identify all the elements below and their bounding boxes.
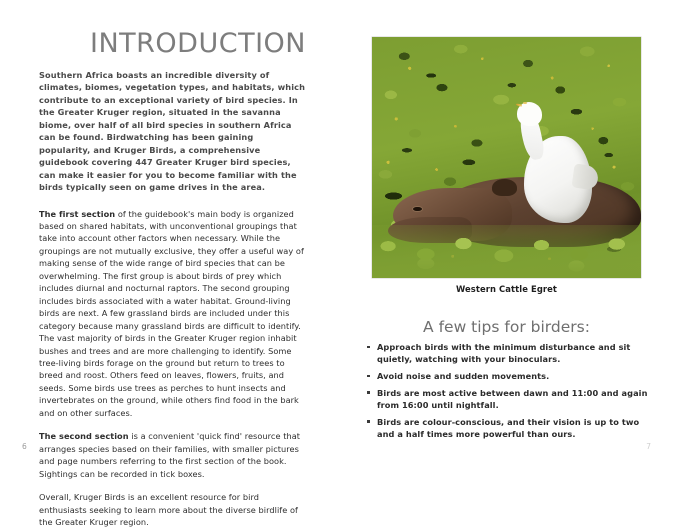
page-number-left: 6: [22, 442, 27, 451]
tip-text: Birds are most active between dawn and 11:00 and again from 16:00 until nightfall.: [377, 387, 648, 411]
list-item: [366, 416, 648, 441]
first-section-bold-lead: The first section: [39, 208, 116, 219]
second-section-body: is a convenient 'quick find' resource that arranges species based on their families, with smaller pictures and page numbers referring to the first section of the book. Sightings can be recorded in tick boxes.: [39, 431, 301, 479]
hippo-eye: [413, 207, 421, 211]
tip-text: Avoid noise and sudden movements.: [377, 371, 550, 382]
right-page: [338, 0, 675, 473]
list-item: [366, 387, 648, 412]
page-title: INTRODUCTION: [90, 28, 306, 59]
egret-head: [517, 102, 542, 126]
first-section-body: of the guidebook's main body is organized based on shared habitats, with unconventional groupings that take into account other factors when necessary. While the groupings are not mutually exclusive, they offer a useful way of making sense of the wide range of bird species that can be overwhelming. The first group is about birds of prey which includes diurnal and nocturnal raptors. The second grouping includes birds associated with a water habitat. Ground-living birds are next. A few grassland birds are included under this category because many grassland birds are difficult to identify. The vast majority of birds in the Greater Kruger region inhabit bushes and trees and are more challenging to identify. Some tree-living birds forage on the ground but return to trees to breed and roost. Others feed on leaves, flowers, fruits, and seeds. Some birds use trees as perches to hunt insects and invertebrates on the ground, while others find food in the bark and on other surfaces.: [39, 208, 304, 418]
photo-content: [372, 37, 641, 278]
first-section-paragraph: [39, 208, 307, 420]
second-section-bold-lead: The second section: [39, 431, 129, 442]
page-number-right: 7: [646, 442, 651, 451]
foreground-vegetation: [372, 225, 641, 278]
square-bullet-icon: [367, 420, 370, 423]
square-bullet-icon: [367, 346, 370, 349]
list-item: [366, 341, 648, 366]
egret-tail: [571, 163, 599, 190]
tip-text: Approach birds with the minimum disturbance and sit quietly, watching with your binoculars.: [377, 342, 631, 365]
list-item: [366, 370, 648, 382]
birder-tips-list: [366, 341, 648, 445]
egret-crown: [523, 102, 527, 104]
tips-heading: A few tips for birders:: [423, 318, 590, 336]
overall-paragraph: Overall, Kruger Birds is an excellent resource for bird enthusiasts seeking to learn more about the diverse birdlife of the Greater Kruger region.: [39, 492, 298, 527]
square-bullet-icon: [367, 391, 370, 394]
western-cattle-egret: [501, 102, 598, 223]
intro-lead-paragraph: Southern Africa boasts an incredible diversity of climates, biomes, vegetation types, and habitats, which contribute to an exceptional variety of bird species. In the Greater Kruger region, situated in the savanna biome, over half of all bird species in southern Africa can be found. Birdwatching has been gaining popularity, and Kruger Birds, a comprehensive guidebook covering 447 Greater Kruger bird species, can make it easier for you to become familiar with the birds typically seen on game drives in the area.: [39, 70, 306, 193]
left-page: [0, 0, 338, 527]
left-page-text-column: [39, 69, 307, 528]
tip-text: Birds are colour-conscious, and their vision is up to two and a half times more powerful than ours.: [377, 416, 640, 440]
square-bullet-icon: [367, 375, 370, 378]
egret-beak: [515, 103, 521, 106]
egret-photo: [372, 37, 641, 278]
photo-caption: Western Cattle Egret: [455, 284, 558, 294]
